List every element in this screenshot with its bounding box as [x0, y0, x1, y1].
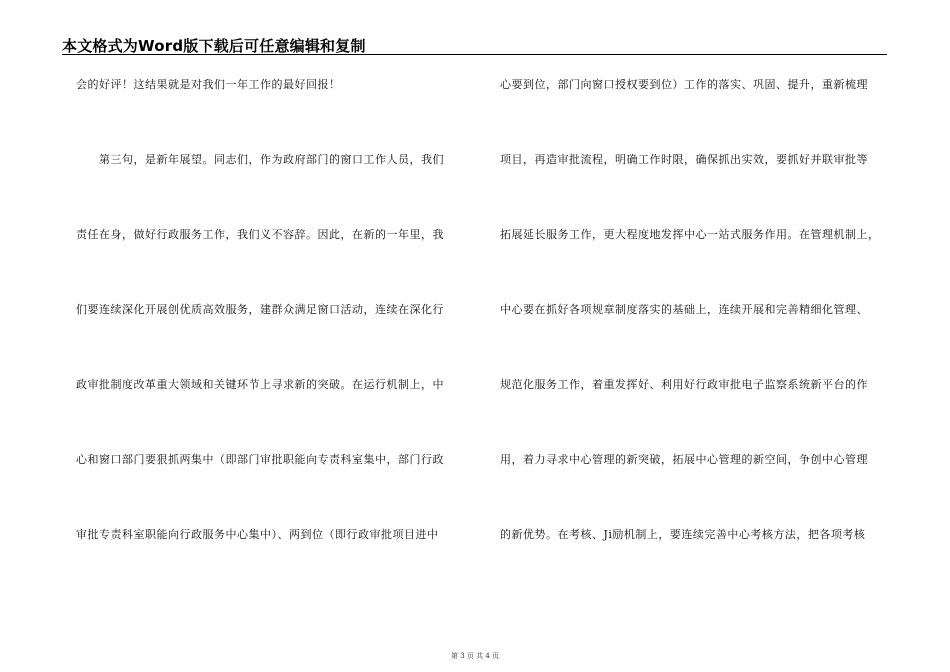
text-line: 们要连续深化开展创优质高效服务，建群众满足窗口活动，连续在深化行 [76, 303, 444, 316]
text-line: 第三句，是新年展望。同志们，作为政府部门的窗口工作人员，我们 [76, 153, 444, 166]
text-line: 规范化服务工作，着重发挥好、利用好行政审批电子监察系统新平台的作 [500, 378, 868, 391]
text-line: 用，着力寻求中心管理的新突破，拓展中心管理的新空间，争创中心管理 [500, 453, 868, 466]
header-divider [62, 54, 887, 55]
text-line: 审批专责科室职能向行政服务中心集中）、两到位（即行政审批项目进中 [76, 528, 439, 541]
document-header-title: 本文格式为Word版下载后可任意编辑和复制 [62, 37, 366, 55]
text-line: 拓展延长服务工作，更大程度地发挥中心一站式服务作用。在管理机制上， [500, 228, 880, 241]
text-line: 中心要在抓好各项规章制度落实的基础上，连续开展和完善精细化管理、 [500, 303, 868, 316]
text-line: 心和窗口部门要狠抓两集中（即部门审批职能向专责科室集中，部门行政 [76, 453, 444, 466]
text-line: 政审批制度改革重大领域和关键环节上寻求新的突破。在运行机制上，中 [76, 378, 444, 391]
text-line: 会的好评！这结果就是对我们一年工作的最好回报！ [76, 78, 341, 91]
text-line: 的新优势。在考核、Ji励机制上，要连续完善中心考核方法，把各项考核 [500, 528, 866, 541]
text-line: 项目，再造审批流程，明确工作时限，确保抓出实效，要抓好并联审批等 [500, 153, 868, 166]
page-number-footer: 第 3 页 共 4 页 [450, 652, 500, 660]
text-line: 责任在身，做好行政服务工作，我们义不容辞。因此，在新的一年里，我 [76, 228, 444, 241]
text-line: 心要到位，部门向窗口授权要到位）工作的落实、巩固、提升，重新梳理 [500, 78, 868, 91]
